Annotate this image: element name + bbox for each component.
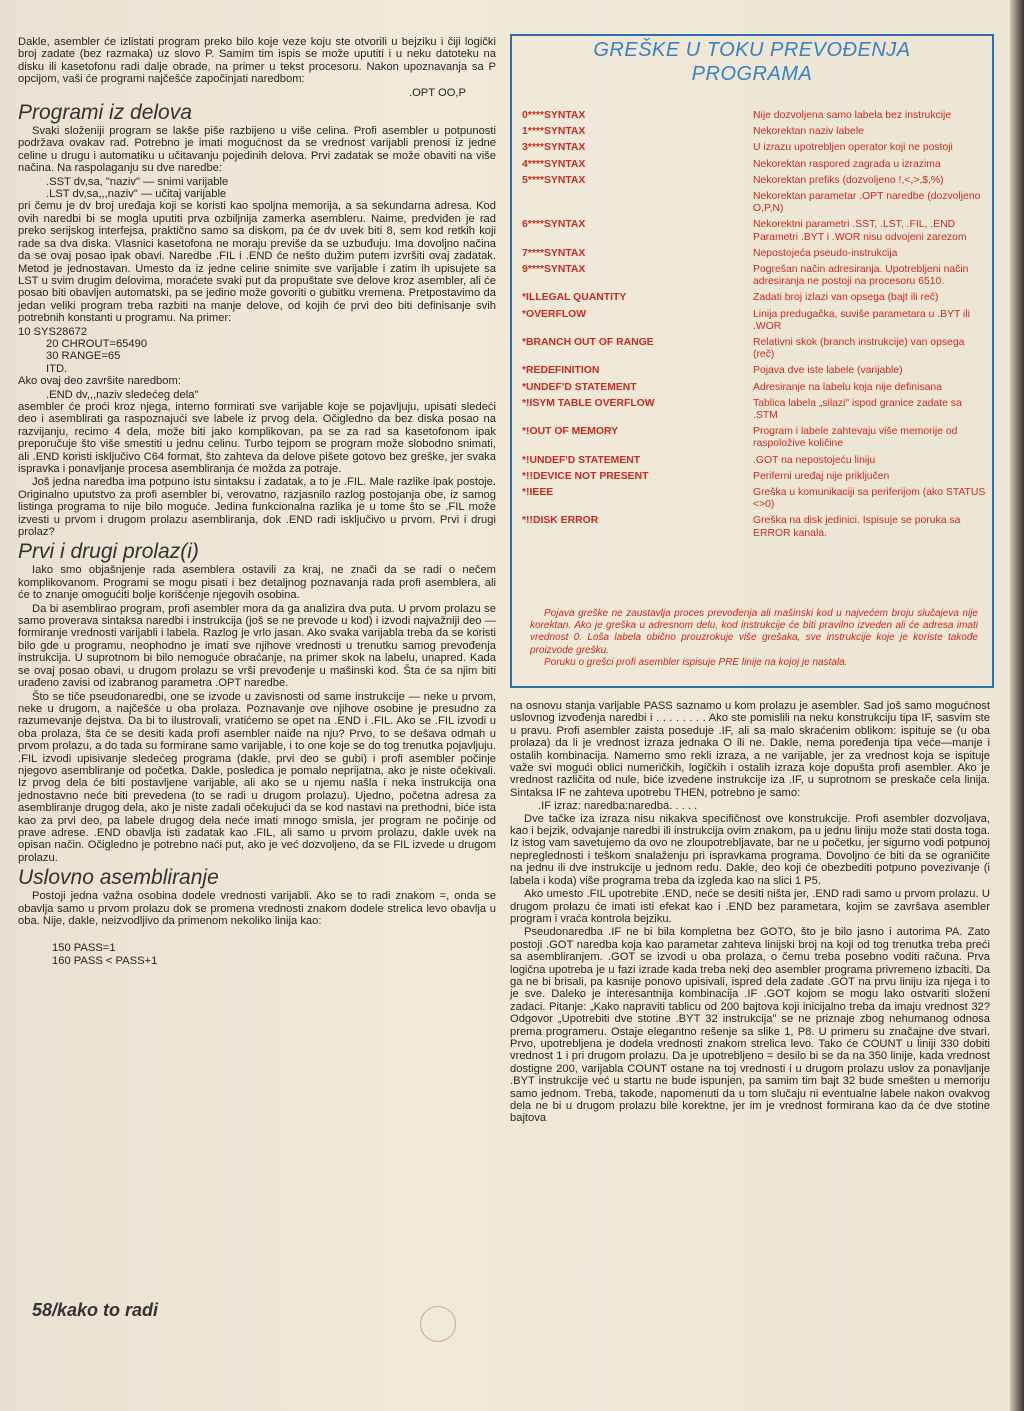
error-code: *!!DISK ERROR xyxy=(522,515,599,527)
error-code: *REDEFINITION xyxy=(522,365,600,377)
paragraph-delovi-2: pri čemu je dv broj uređaja koji se koristi kao spoljna memorija, a sa sekundarna adresa. Kod ovih naredbi bi se mogla uputiti prva ozbiljnija zamerka asembleru. Naime, predviđen je rad preko serijskog interfejsa, praktično samo sa diskom, pa će dv uvek biti 8, sem kod retkih koji rade sa dva diska. Vlasnici kasetofona ne moraju previše da se uzbuđuju. Ima dovoljno načina da se ovaj posao ipak obavi. Naredbe .FIL i .END će nešto dužim putem izvršiti ovaj zadatak. Metod je jednostavan. Umesto da iz jedne celine snimite sve varijable i zatim ih upisujete sa LST u svim drugim delovima, moraćete svaki put da propuštate sve delove kroz asembler, ali će posao biti obavljen automatski, pa se jedino može govoriti o gubitku vremena. Pretpostavimo da jedan veliki program treba razbiti na manje delove, od kojih će prvi deo biti definisanje svih potrebnih konstanti u programu. Na primer: xyxy=(18,200,496,325)
library-stamp-mark xyxy=(420,1306,456,1342)
paragraph-fil: Još jedna naredba ima potpuno istu sintaksu i zadatak, a to je .FIL. Male razlike ipak postoje. Originalno uputstvo za profi asembler bi, verovatno, razjasnilo razlog postojanja obe, iz samog listinga programa to nije bilo moguće. Jedina funkcionalna razlika je u tome što se .FIL može izvesti u prvom i drugom prolazu asembliranja, dok .END radi isključivo u prvom. Prvi i drugi prolaz? xyxy=(18,476,496,539)
error-code: 5****SYNTAX xyxy=(522,174,586,186)
error-row xyxy=(522,159,988,171)
page-edge-shadow xyxy=(1010,0,1024,1411)
error-description: Pogrešan način adresiranja. Upotrebljeni način adresiranja ne postoji na procesoru 6510. xyxy=(753,264,969,288)
code-lst-line: .LST dv,sa,,,naziv" — učitaj varijable xyxy=(46,188,227,201)
error-description: Relativni skok (branch instrukcije) van opsega (reč) xyxy=(753,337,965,361)
error-code: *!!DEVICE NOT PRESENT xyxy=(522,470,649,482)
error-description: Nekorektan raspored zagrada u izrazima xyxy=(753,158,941,170)
left-column xyxy=(18,36,496,967)
error-note-paragraph-1: Pojava greške ne zaustavlja proces prevođenja ali mašinski kod u najvećem broju slučajeva nije korektan. Ako je greška u adresnom delu, kod instrukcije će biti pravilno izveden ali će adresa imati vrednost 0. Loša labela obično prouzrokuje više grešaka, sve instrukcije koje je koriste takođe proizvode grešku. xyxy=(530,608,978,656)
error-code: 1****SYNTAX xyxy=(522,126,586,138)
error-row xyxy=(522,487,988,511)
error-description: Pojava dve iste labele (varijable) xyxy=(753,365,903,377)
error-code: *!IEEE xyxy=(522,487,554,499)
error-table xyxy=(522,110,988,544)
page-footer: 58/kako to radi xyxy=(32,1300,159,1320)
code-line-160: 160 PASS < PASS+1 xyxy=(52,954,158,967)
error-code: *!OUT OF MEMORY xyxy=(522,426,619,438)
error-code: 0****SYNTAX xyxy=(522,110,586,121)
error-row xyxy=(522,309,988,333)
paragraph-delovi-1: Svaki složeniji program se lakše piše razbijeno u više celina. Profi asembler u potpunosti podržava ovakav rad. Potrebno je imati mogućnost da se vrednost varijabli prenosi iz jedne celine u drugu i automatiku u učitavanju pojedinih delova. Prvi zadatak se može obaviti na više načina. Na raspolaganju su dve naredbe: xyxy=(18,125,496,175)
error-description: Tablica labela „silazi" ispod granice zadate sa .STM xyxy=(753,397,962,422)
paragraph-right-2: Dve tačke iza izraza nisu nikakva specifičnost ove konstrukcije. Profi asembler dozvoljava, kao i bejzik, odvajanje naredbi ili instrukcija ovim znakom, pa u jednu liniju može stati dosta toga. Iz istog vam savetujemo da ovo ne zloupotrebljavate, bar ne u početku, jer sigurno vodi potpunoj nepreglednosti i teškom snalaženju pri ispravkama programa. Dovoljno će biti da se ograničite na jednu ili dve instrukcije u jednom redu. Dakle, deo koji će obezbediti potpuno povezivanje (i labela i koda) više programa treba da izgleda kao na slici 1 P5. xyxy=(510,812,990,887)
error-code: 6****SYNTAX xyxy=(522,219,586,231)
error-description: Nekorektan prefiks (dozvoljeno !,<,>,$,%) xyxy=(753,174,944,186)
error-description: Nekorektan naziv labele xyxy=(753,126,864,138)
error-description: Linija predugačka, suviše parametara u .BYT ili .WOR xyxy=(753,308,970,332)
error-description: Program i labele zahtevaju više memorije od raspoložive količine xyxy=(753,426,958,450)
error-row xyxy=(522,382,988,394)
error-code: 7****SYNTAX xyxy=(522,247,586,259)
error-row xyxy=(522,191,988,215)
error-row xyxy=(522,515,988,539)
error-row xyxy=(522,110,988,122)
error-box-note xyxy=(530,608,978,669)
error-row xyxy=(522,126,988,138)
paragraph-right-1: na osnovu stanja varijable PASS saznamo u kom prolazu je asembler. Sad još samo mogućnost uslovnog izvođenja naredbi i . . . . . . . . Ako ste pomislili na neku konstrukciju tipa IF, sasvim ste u pravu. Profi asembler zaista poseduje .IF, ali sa malo skraćenim oblikom: ispituje se (u oba prolaza) da li je vrednost izraza jednaka O ili ne. Dakle, nema poređenja tipa veće—manje i ostalih kombinacija. Namerno smo rekli izraza, a ne varijable, jer za vrednost koja se ispituje važe svi mogući oblici numeričkih, logičkih i ostalih izraza koje dopušta profi asembler. Ako je vrednost različita od nule, biće izvedene instrukcije iza .IF, u suprotnom se preskače cela linija. Sintaksa IF ne zahteva upotrebu THEN, potrebno je samo: xyxy=(510,700,990,799)
code-end-line: .END dv,,,naziv sledećeg dela" xyxy=(46,388,199,401)
paragraph-right-3: Ako umesto .FIL upotrebite .END, neće se desiti ništa jer, .END radi samo u prvom prolazu. U drugom prolazu će imati isti efekat kao i .END bez parametara, kojim se završava asembler program i vraća kontrola bejziku. xyxy=(510,888,990,925)
heading-uslovno-asembliranje: Uslovno asembliranje xyxy=(18,866,219,890)
error-description: Nekorektni parametri .SST, .LST, .FIL, .END Parametri .BYT i .WOR nisu odvojeni zarezom xyxy=(753,219,967,243)
error-code: *BRANCH OUT OF RANGE xyxy=(522,337,654,349)
error-row xyxy=(522,175,988,187)
error-code: 3****SYNTAX xyxy=(522,142,586,154)
error-row xyxy=(522,398,988,422)
error-row xyxy=(522,455,988,467)
error-box-title-line-2: PROGRAMA xyxy=(691,63,813,85)
error-row xyxy=(522,471,988,483)
error-description: Nepostojeća pseudo-instrukcija xyxy=(753,247,898,259)
error-description: Nekorektan parametar .OPT naredbe (dozvoljeno O,P,N) xyxy=(753,191,981,215)
paragraph-right-4: Pseudonaredba .IF ne bi bila kompletna bez GOTO, što je bilo jasno i autorima PA. Zato postoji .GOT naredba koja kao parametar zahteva linijski broj na koji od tog trenutka treba preći sa asembliranjem. .GOT se izvodi u oba prolaza, o čemu treba posebno voditi računa. Prva logična upotreba je u fazi izrade kada treba neki deo asembler programa privremeno izbaciti. Da ga ne bi brisali, pa kasnije ponovo upisivali, ispred dela zadate .GOT na prvu liniju iza njega i to je sve. Daleko je interesantnija kombinacija .IF .GOT kojom se mogu lako ostvariti složeni zadaci. Pitanje: „Kako napraviti tablicu od 200 bajtova koji inicijalno treba da imaju vrednost 32? Odgovor „Upotrebiti dve stotine .BYT 32 instrukcija" se ne priznaje zbog nehumanog odnosa prema programeru. Ostaje elegantno rešenje sa slike 1, P8. U primeru su značajne dve stvari. Prvo, upotrebljena je dodela vrednosti znakom strelica levo. Tako će COUNT u liniji 330 dobiti vrednost 1 i pri drugom prolazu. Da je upotrebljeno = desilo bi se da na 350 linije, kada vrednost dostigne 200, varijabla COUNT ostane na toj vrednosti i u drugom prolazu uslov za ponavljanje .BYT instrukcije već u startu ne bude ispunjen, pa samim tim bajt 32 bude smešten u memoriju samo jednom. Treba, takođe, napomenuti da u tom slučaju ni eventualne labele nakon ovakvog dela ne bi u drugom prolazu bile korektne, jer im je vrednost formirana kao da će dve stotine bajtova xyxy=(510,926,990,1125)
code-line-20: 20 CHROUT=65490 xyxy=(46,337,148,350)
code-line-30: 30 RANGE=65 xyxy=(46,350,121,363)
error-messages-box xyxy=(510,34,994,688)
paragraph-prolaz-1: Iako smo objašnjenje rada asemblera ostavili za kraj, ne znači da se radi o nečem komplikovanom. Programi se mogu pisati i bez detaljnog poznavanja rada profi asemblera, ali će to znanje omogućiti bolje korišćenje njegovih osobina. xyxy=(18,564,496,602)
error-description: .GOT na nepostojeću liniju xyxy=(753,454,876,466)
paragraph-delovi-3: asembler će proći kroz njega, interno formirati sve varijable koje se pojavljuju, upisati sledeći deo i asemblirati ga raspoznajući sve labele iz prvog dela. Očigledno da bez diska posao na razvijanju, recimo 4 dela, može biti jako komplikovan, pa se za rad sa kasetofonom ipak preporučuje što više smestiti u jednu celinu. Turbo tejpom se program može slobodno snimati, ali .END koristi isključivo C64 format, što zahteva da delove pišete gotovo bez greške, jer svaka ispravka i ponavljanje procesa asembliranja će možda za potraje. xyxy=(18,400,496,475)
right-column xyxy=(510,700,990,1126)
heading-prvi-i-drugi-prolaz: Prvi i drugi prolaz(i) xyxy=(18,540,199,564)
error-description: Adresiranje na labelu koja nije definisana xyxy=(753,381,942,393)
error-row xyxy=(522,264,988,288)
code-line-10: 10 SYS28672 xyxy=(18,325,88,338)
error-code: 4****SYNTAX xyxy=(522,158,586,170)
error-row xyxy=(522,365,988,377)
error-code: *!UNDEF'D STATEMENT xyxy=(522,454,641,466)
code-line-itd: ITD. xyxy=(46,362,68,375)
error-box-title-line-1: GREŠKE U TOKU PREVOĐENJA xyxy=(593,39,911,61)
error-row xyxy=(522,142,988,154)
error-description: U izrazu upotrebljen operator koji ne postoji xyxy=(753,142,953,154)
paragraph-uslovno: Postoji jedna važna osobina dodele vrednosti varijabli. Ako se to radi znakom =, onda se obavlja samo u prvom prolazu dok se promena vrednosti znakom dodele strelica levo obavlja u oba. Nije, dakle, neizvodljivo da primenom nekoliko linija kao: xyxy=(18,890,496,927)
heading-programi-iz-delova: Programi iz delova xyxy=(18,101,192,125)
code-sst-line: .SST dv,sa, "naziv" — snimi varijable xyxy=(46,175,229,188)
error-row xyxy=(522,426,988,450)
error-description: Nije dozvoljena samo labela bez instrukcije xyxy=(753,110,952,121)
error-code: *UNDEF'D STATEMENT xyxy=(522,381,637,393)
error-code: 9****SYNTAX xyxy=(522,264,586,276)
error-code: *OVERFLOW xyxy=(522,308,587,320)
error-row xyxy=(522,248,988,260)
error-code: *ILLEGAL QUANTITY xyxy=(522,292,627,304)
error-row xyxy=(522,337,988,361)
paragraph-ako: Ako ovaj deo završite naredbom: xyxy=(18,375,181,388)
code-opt-line: .OPT OO,P xyxy=(409,86,466,99)
error-description: Zadati broj izlazi van opsega (bajt ili reč) xyxy=(753,292,939,304)
error-row xyxy=(522,292,988,304)
error-description: Greška na disk jedinici. Ispisuje se poruka sa ERROR kanala. xyxy=(753,515,961,539)
error-code: *!ISYM TABLE OVERFLOW xyxy=(522,397,655,409)
error-code xyxy=(522,191,753,215)
error-description: Periferni uređaj nije priključen xyxy=(753,470,890,482)
paragraph-prolaz-2: Da bi asemblirao program, profi asembler mora da ga analizira dva puta. U prvom prolazu se samo proverava sintaksa naredbi i instrukcija (još se ne prevode u kod) i izvodi najvažniji deo — formiranje vrednosti varijabli i labela. Razlog je vrlo jasan. Ako svaka varijabla treba da se koristi bilo gde u programu, neophodno je imati sve njihove vrednosti u trenutku samog prevođenja instrukcija. U suprotnom bi bilo nemoguće obraćanje, na primer skok na labelu, unapred. Kada se ovaj posao obavi, u drugom prolazu se vrši prevođenje u mašinski kod. Šta će sa njim biti urađeno zavisi od izabranog parametra .OPT naredbe. xyxy=(18,602,496,690)
error-row xyxy=(522,219,988,243)
error-note-paragraph-2: Poruku o grešci profi asembler ispisuje PRE linije na kojoj je nastala. xyxy=(544,656,848,668)
intro-paragraph: Dakle, asembler će izlistati program preko bilo koje veze koju ste otvorili u bejziku i čiji logički broj zadate (bez razmaka) uz slovo P. Samim tim ispis se može uputiti i u neku datoteku na disku ili kasetofonu radi dalje obrade, na primer u tekst procesoru. Nakon upoznavanja sa P opcijom, vaši će programi najčešće započinjati naredbom: xyxy=(18,36,496,86)
code-line-150: 150 PASS=1 xyxy=(52,942,116,955)
error-description: Greška u komunikaciji sa periferijom (ako STATUS <>0) xyxy=(753,487,986,511)
paragraph-prolaz-3: Što se tiče pseudonaredbi, one se izvode u zavisnosti od same instrukcije — neke u prvom, neke u drugom, a najčešće u oba prolaza. Poznavanje ove njihove osobine je presudno za razumevanje dejstva. Da bi to ilustrovali, vratićemo se opet na .END i .FIL. Ako se .FIL izvodi u oba prolaza, šta će se desiti kada profi asembler naiđe na nju? Prvo, to se dešava odmah u prvom prolazu, a do tada su formirane samo varijable, i to one koje se do tog trenutka pojavljuju. .FIL izvodi upisivanje sledećeg programa (dakle, prvi deo se gubi) i profi asembler počinje njegovo asembliranje od početka. Dakle, posledica je pomalo neprijatna, ako je niste očekivali. Iz prvog dela će biti postavljene varijable, ali ako se u njemu našla i neka instrukcija ona jednostavno neće biti prevedena (to se radi u drugom prolazu). Ujedno, početna adresa za asembliranje drugog dela, ako je niste zadali očekujući da se kod nastavi na prethodni, biće ista kao za prvi deo, pa labele drugog dela neće imati mnogo smisla, jer program ne počinje od prave adrese. .END obavlja isti zadatak kao .FIL, ali samo u prvom prolazu, dakle uvek na opisan način. Očigledno je potrebno naći put, ako je već dozvoljeno, da se FIL izvede u drugom prolazu. xyxy=(18,690,496,864)
code-if-line: .IF izraz: naredba:naredba. . . . . xyxy=(538,800,698,813)
